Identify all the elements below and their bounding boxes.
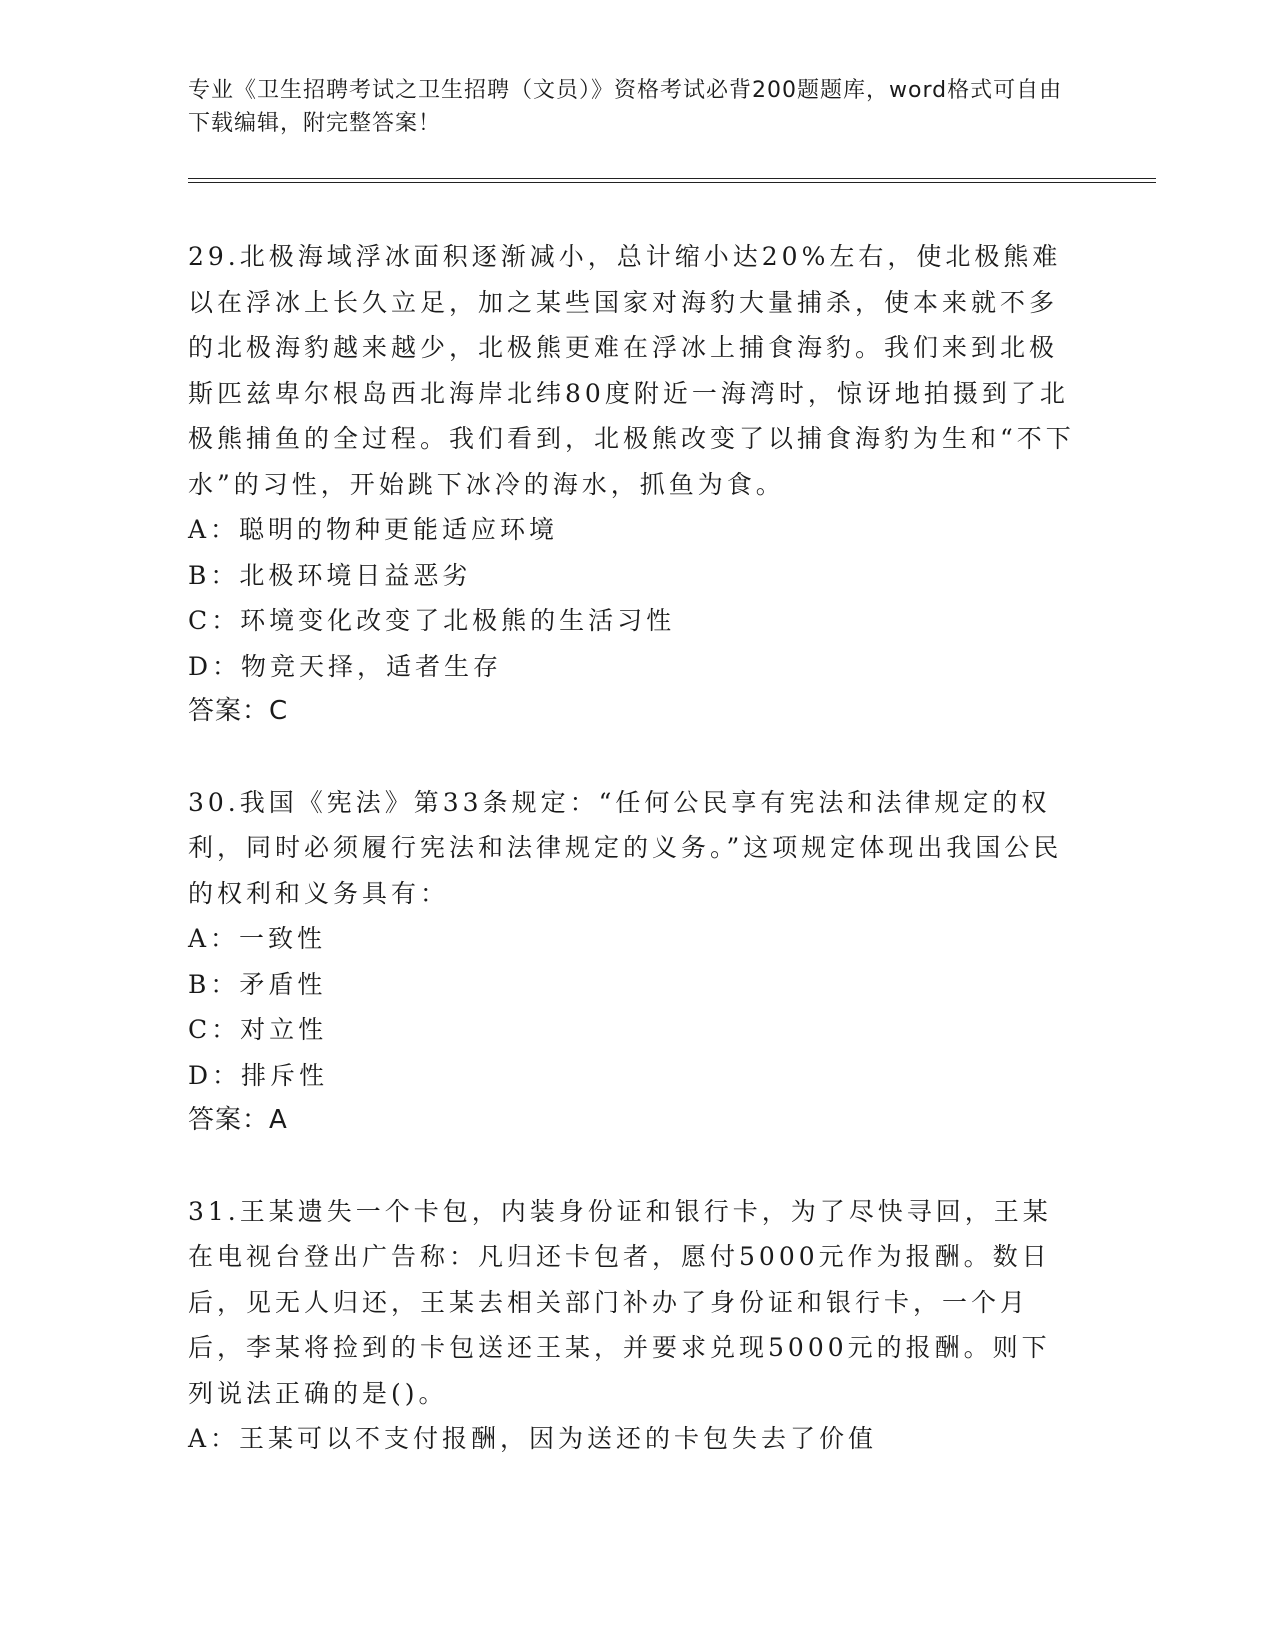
option-b: B：北极环境日益恶劣 [188,560,472,590]
question-30 [188,780,1078,1144]
question-29 [188,234,1078,735]
option-a: A：王某可以不支付报酬，因为送还的卡包失去了价值 [188,1424,878,1453]
question-stem: 30.我国《宪法》第33条规定：“任何公民享有宪法和法律规定的权利，同时必须履行宪法和法律规定的义务。”这项规定体现出我国公民的权利和义务具有： [188,787,1063,908]
question-stem: 31.王某遗失一个卡包，内装身份证和银行卡，为了尽快寻回，王某在电视台登出广告称：凡归还卡包者，愿付5000元作为报酬。数日后，见无人归还，王某去相关部门补办了身份证和银行卡，一个月后，李某将捡到的卡包送还王某，并要求兑现5000元的报酬。则下列说法正确的是()。 [188,1196,1052,1408]
header-rule-bottom [188,182,1156,183]
option-b: B：矛盾性 [188,969,327,999]
answer: 答案：A [188,1105,288,1135]
question-31 [188,1189,1078,1462]
answer: 答案：C [188,696,289,726]
header-rule-top [188,178,1156,179]
option-a: A：一致性 [188,924,327,953]
question-stem: 29.北极海域浮冰面积逐渐减小，总计缩小达20%左右，使北极熊难以在浮冰上长久立足，加之某些国家对海豹大量捕杀，使本来就不多的北极海豹越来越少，北极熊更难在浮冰上捕食海豹。我们来到北极斯匹兹卑尔根岛西北海岸北纬80度附近一海湾时，惊讶地拍摄到了北极熊捕鱼的全过程。我们看到，北极熊改变了以捕食海豹为生和“不下水”的习性，开始跳下冰冷的海水，抓鱼为食。 [188,242,1075,499]
option-c: C：环境变化改变了北极熊的生活习性 [188,606,676,635]
option-d: D：排斥性 [188,1060,329,1090]
option-a: A：聪明的物种更能适应环境 [188,515,559,544]
option-c: C：对立性 [188,1015,328,1044]
header-text: 专业《卫生招聘考试之卫生招聘（文员）》资格考试必背200题题库，word格式可自由下载编辑，附完整答案！ [188,78,1063,136]
option-d: D：物竞天择，适者生存 [188,651,503,681]
question-list [188,234,1078,1507]
